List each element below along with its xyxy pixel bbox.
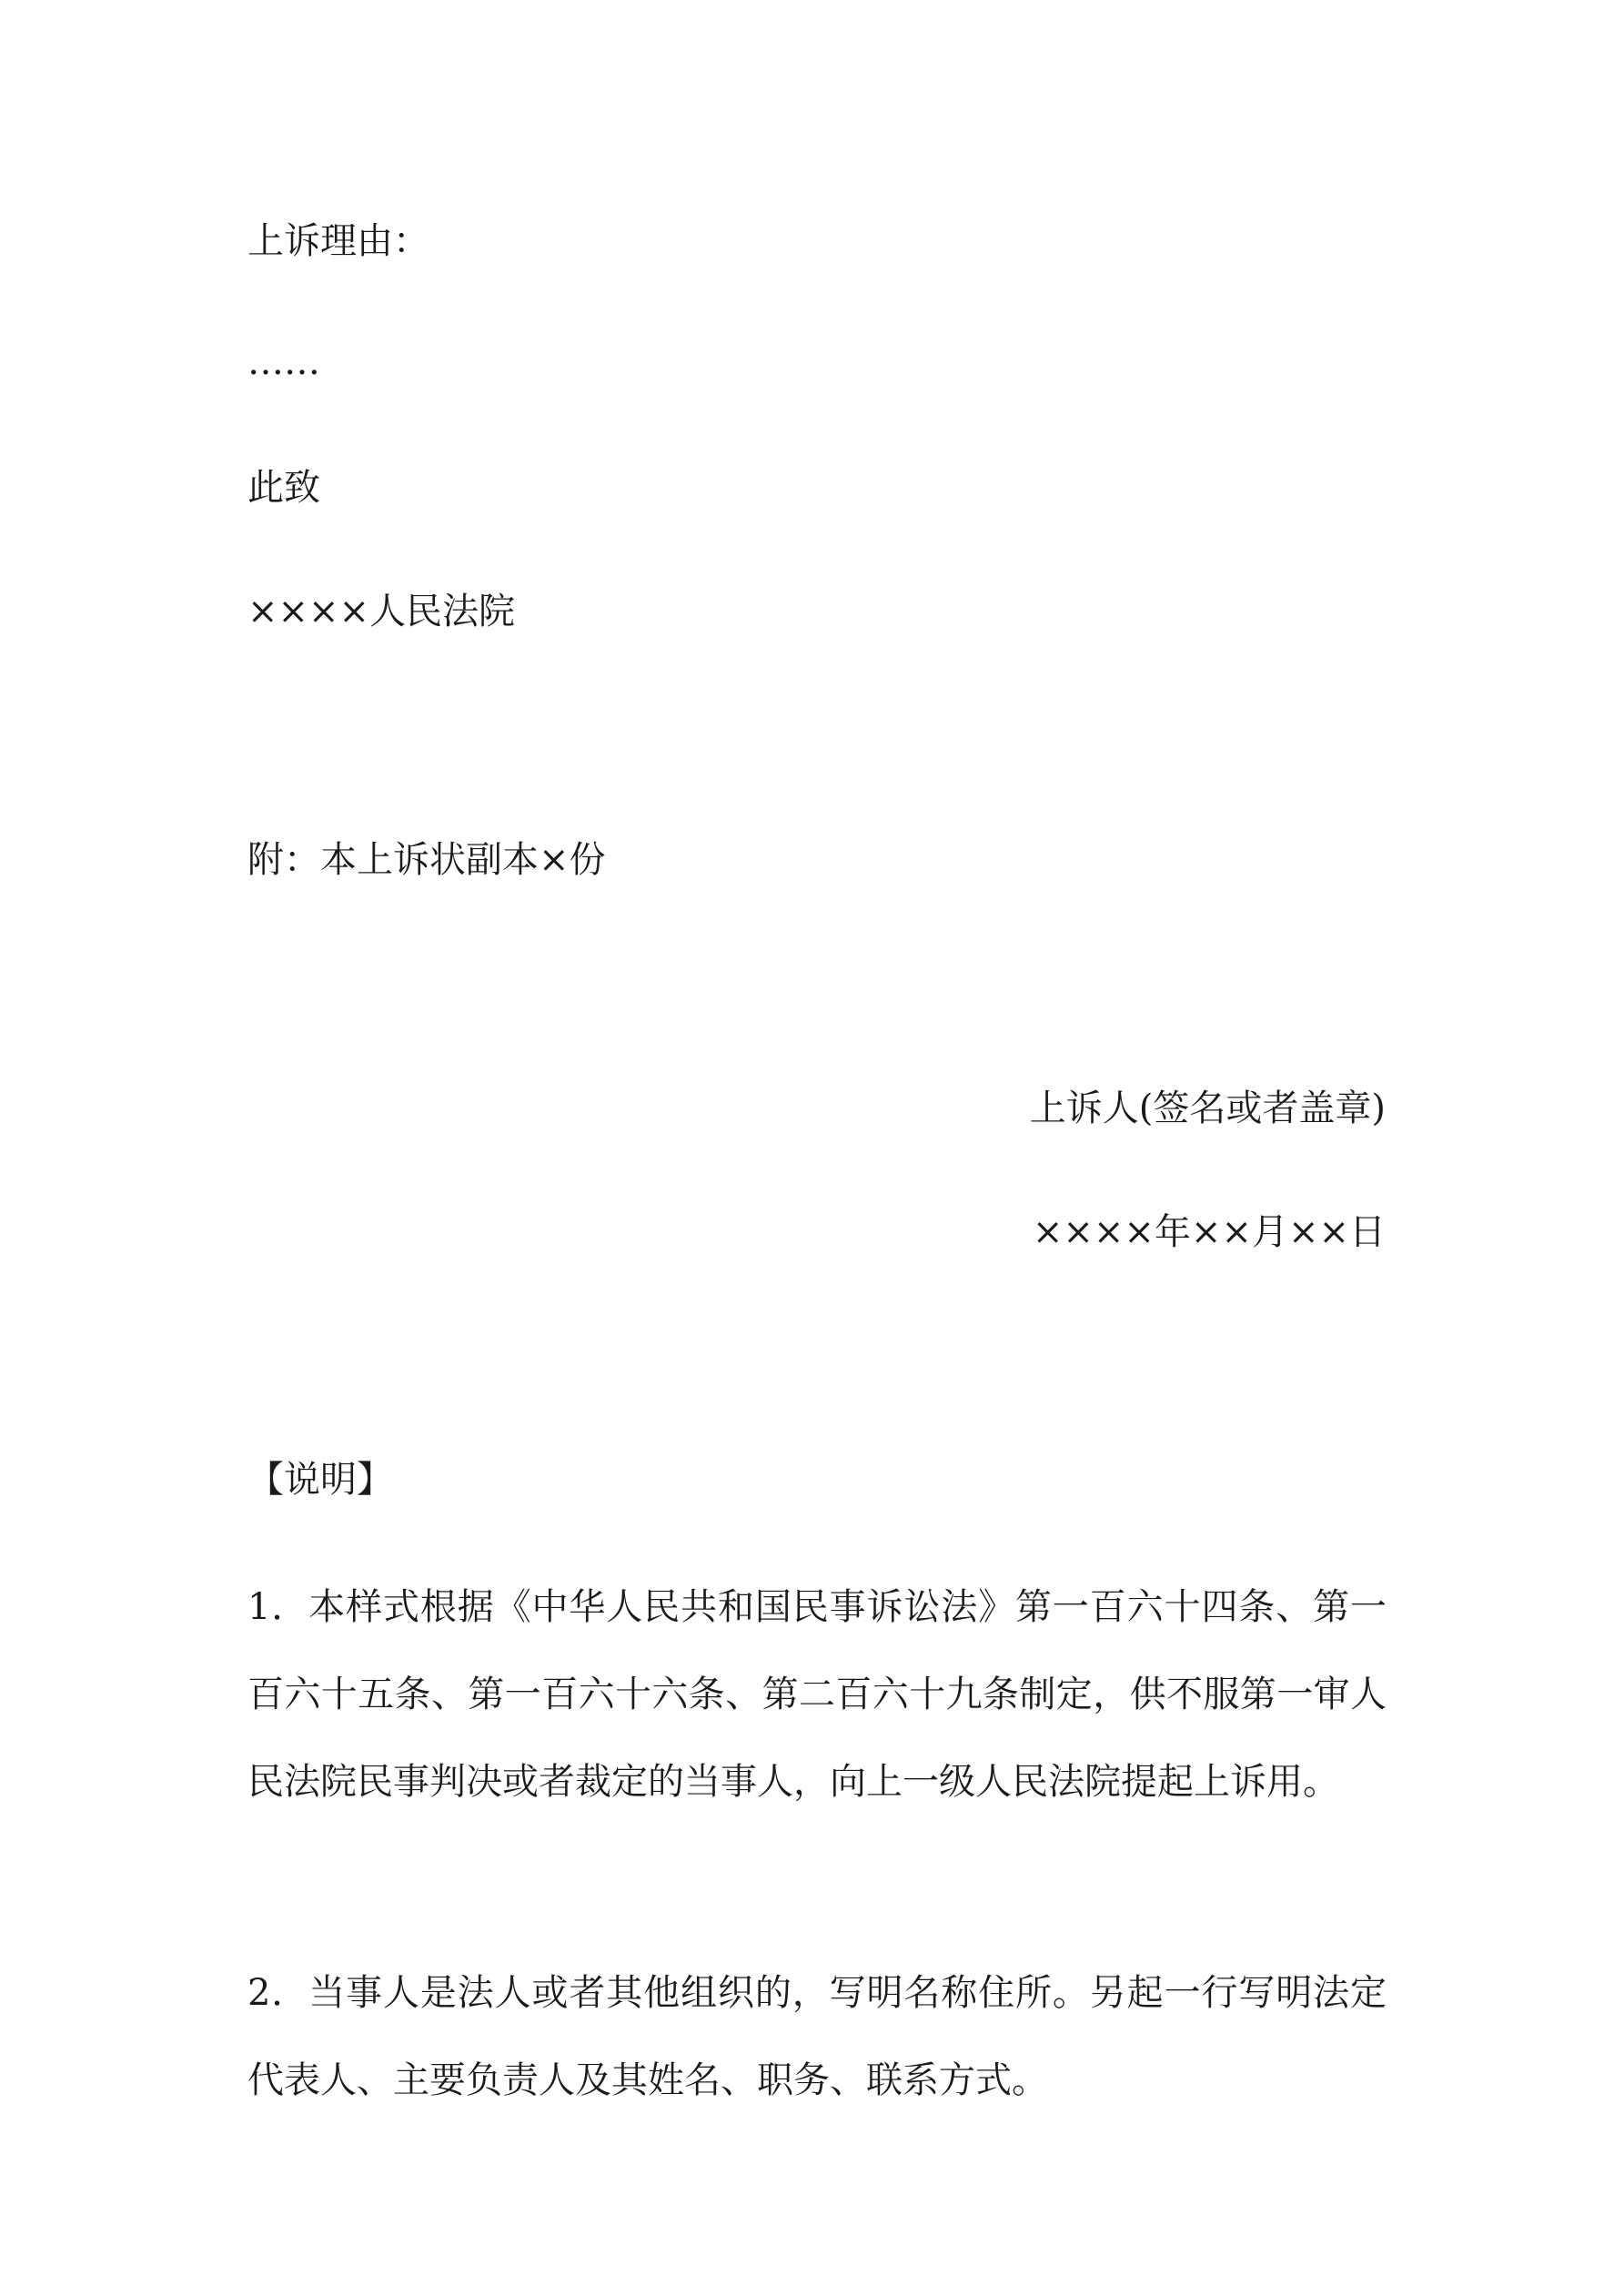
- appeal-reasons-ellipsis: ……: [247, 341, 320, 383]
- note-item: 1．本样式根据《中华人民共和国民事诉讼法》第一百六十四条、第一百六十五条、第一百六十六条、第二百六十九条制定，供不服第一审人民法院民事判决或者裁定的当事人，向上一级人民法院提起上诉用。: [247, 1586, 1387, 1803]
- date-line: ××××年××月××日: [1032, 1211, 1386, 1253]
- appeal-reasons-heading: 上诉理由：: [247, 220, 429, 262]
- note-item: 2．当事人是法人或者其他组织的，写明名称住所。另起一行写明法定代表人、主要负责人及其姓名、职务、联系方式。: [247, 1972, 1387, 2101]
- attachment-note: 附：本上诉状副本×份: [247, 839, 606, 881]
- salutation: 此致: [247, 467, 320, 509]
- signature-line: 上诉人(签名或者盖章): [1029, 1087, 1386, 1129]
- court-name: ××××人民法院: [247, 591, 516, 632]
- notes-heading: 【说明】: [247, 1459, 393, 1501]
